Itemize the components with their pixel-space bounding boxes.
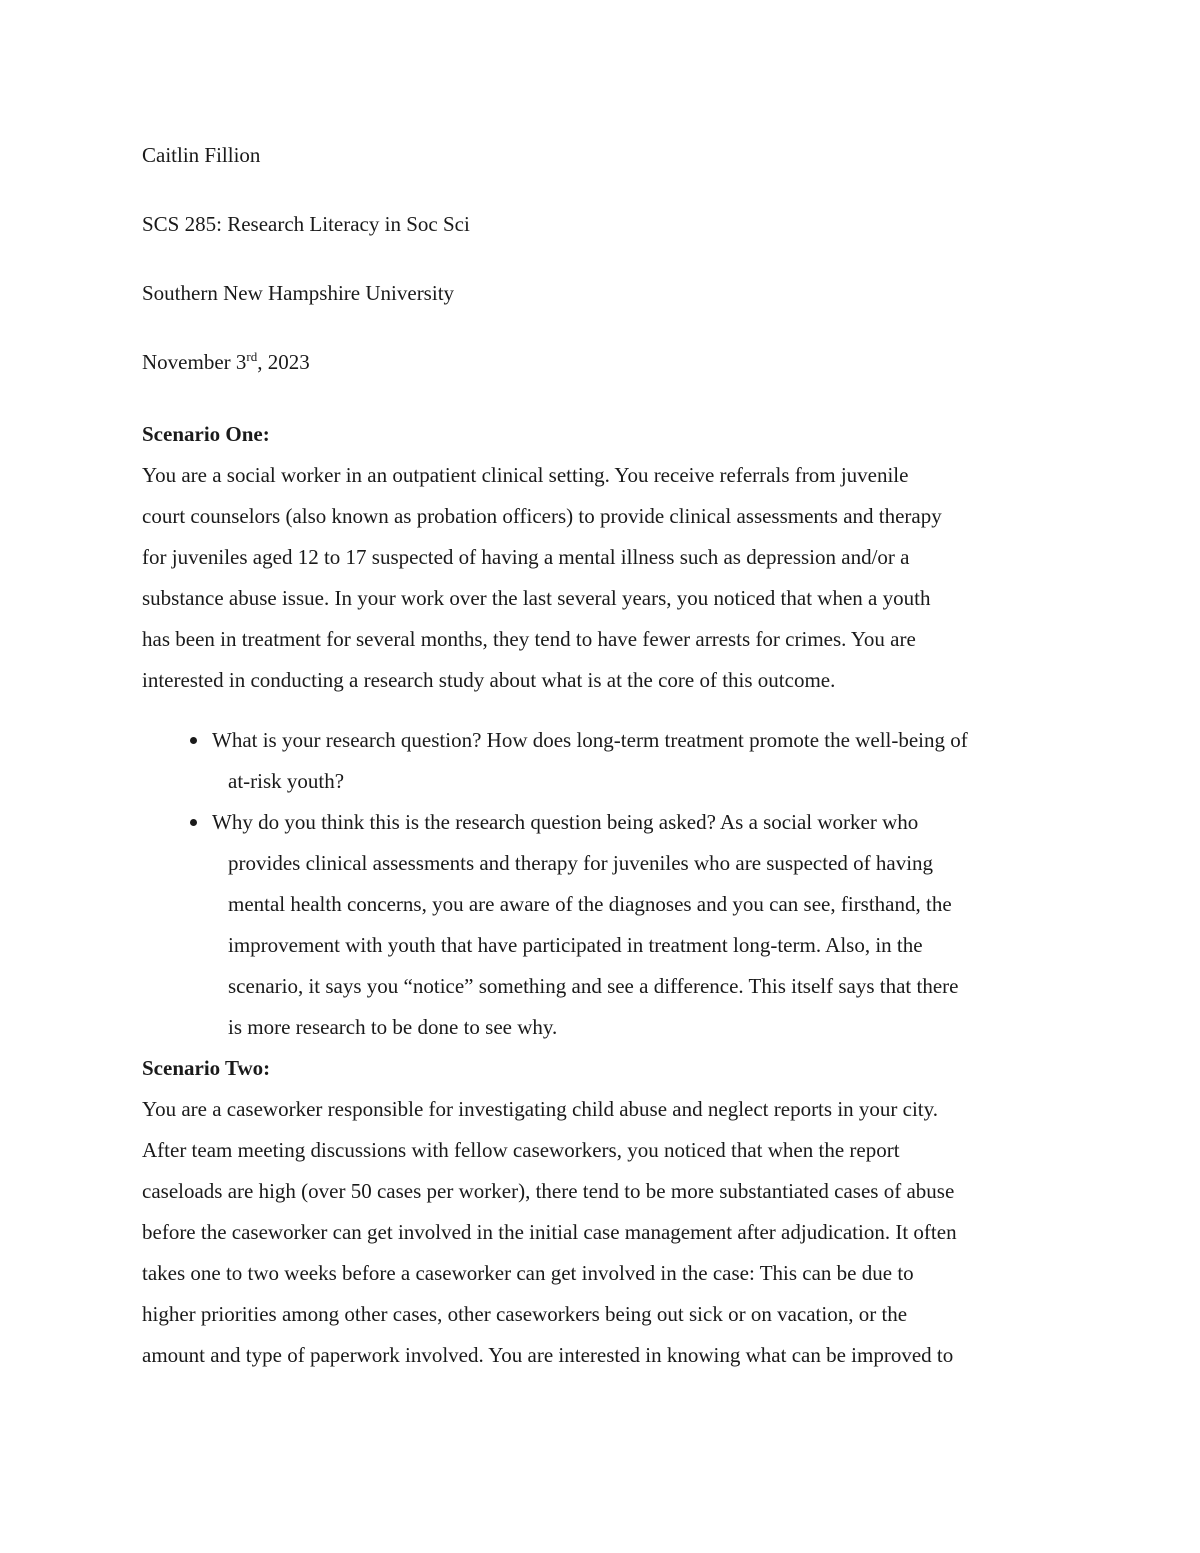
paragraph-line: court counselors (also known as probation officers) to provide clinical assessments and therapy [142,504,942,528]
paragraph-line: substance abuse issue. In your work over the last several years, you noticed that when a youth [142,586,931,610]
bullet-icon [190,819,197,826]
paragraph-line: has been in treatment for several months, they tend to have fewer arrests for crimes. You are [142,627,916,651]
list-item-line: scenario, it says you “notice” something and see a difference. This itself says that there [228,974,959,998]
paragraph-line: for juveniles aged 12 to 17 suspected of having a mental illness such as depression and/or a [142,545,910,569]
paragraph-line: interested in conducting a research study about what is at the core of this outcome. [142,668,836,692]
scenario-one-heading: Scenario One: [142,422,270,446]
date-prefix: November 3 [142,350,247,374]
list-item-line: improvement with youth that have participated in treatment long-term. Also, in the [228,933,923,957]
list-item-line: Why do you think this is the research question being asked? As a social worker who [212,810,919,834]
scenario-one-questions [142,720,1072,1048]
scenario-two-paragraph [142,1089,1072,1376]
paragraph-line: After team meeting discussions with fellow caseworkers, you noticed that when the report [142,1138,900,1162]
paragraph-line: You are a social worker in an outpatient clinical setting. You receive referrals from juvenile [142,463,909,487]
paragraph-line: caseloads are high (over 50 cases per worker), there tend to be more substantiated cases of abuse [142,1179,955,1203]
bullet-icon [190,737,197,744]
paragraph-line: higher priorities among other cases, other caseworkers being out sick or on vacation, or the [142,1302,908,1326]
paragraph-line: amount and type of paperwork involved. You are interested in knowing what can be improved to [142,1343,954,1367]
scenario-two-heading: Scenario Two: [142,1056,271,1080]
list-item-line: is more research to be done to see why. [228,1015,558,1039]
course-title: SCS 285: Research Literacy in Soc Sci [142,212,470,236]
paragraph-line: takes one to two weeks before a caseworker can get involved in the case: This can be due to [142,1261,914,1285]
list-item-line: at-risk youth? [228,769,345,793]
list-item-line: What is your research question? How does long-term treatment promote the well-being of [212,728,968,752]
list-item-line: provides clinical assessments and therapy for juveniles who are suspected of having [228,851,934,875]
list-item [142,802,1072,1048]
paragraph-line: before the caseworker can get involved in the initial case management after adjudication. It often [142,1220,957,1244]
document-content [142,138,1072,1376]
list-item-line: mental health concerns, you are aware of the diagnoses and you can see, firsthand, the [228,892,952,916]
university-name: Southern New Hampshire University [142,281,455,305]
date-suffix: , 2023 [257,350,310,374]
scenario-one-paragraph [142,455,1072,701]
date-ordinal: rd [246,349,258,364]
author-name: Caitlin Fillion [142,143,261,167]
list-item [142,720,1072,802]
paragraph-line: You are a caseworker responsible for investigating child abuse and neglect reports in your city. [142,1097,939,1121]
document-date [142,345,1072,380]
